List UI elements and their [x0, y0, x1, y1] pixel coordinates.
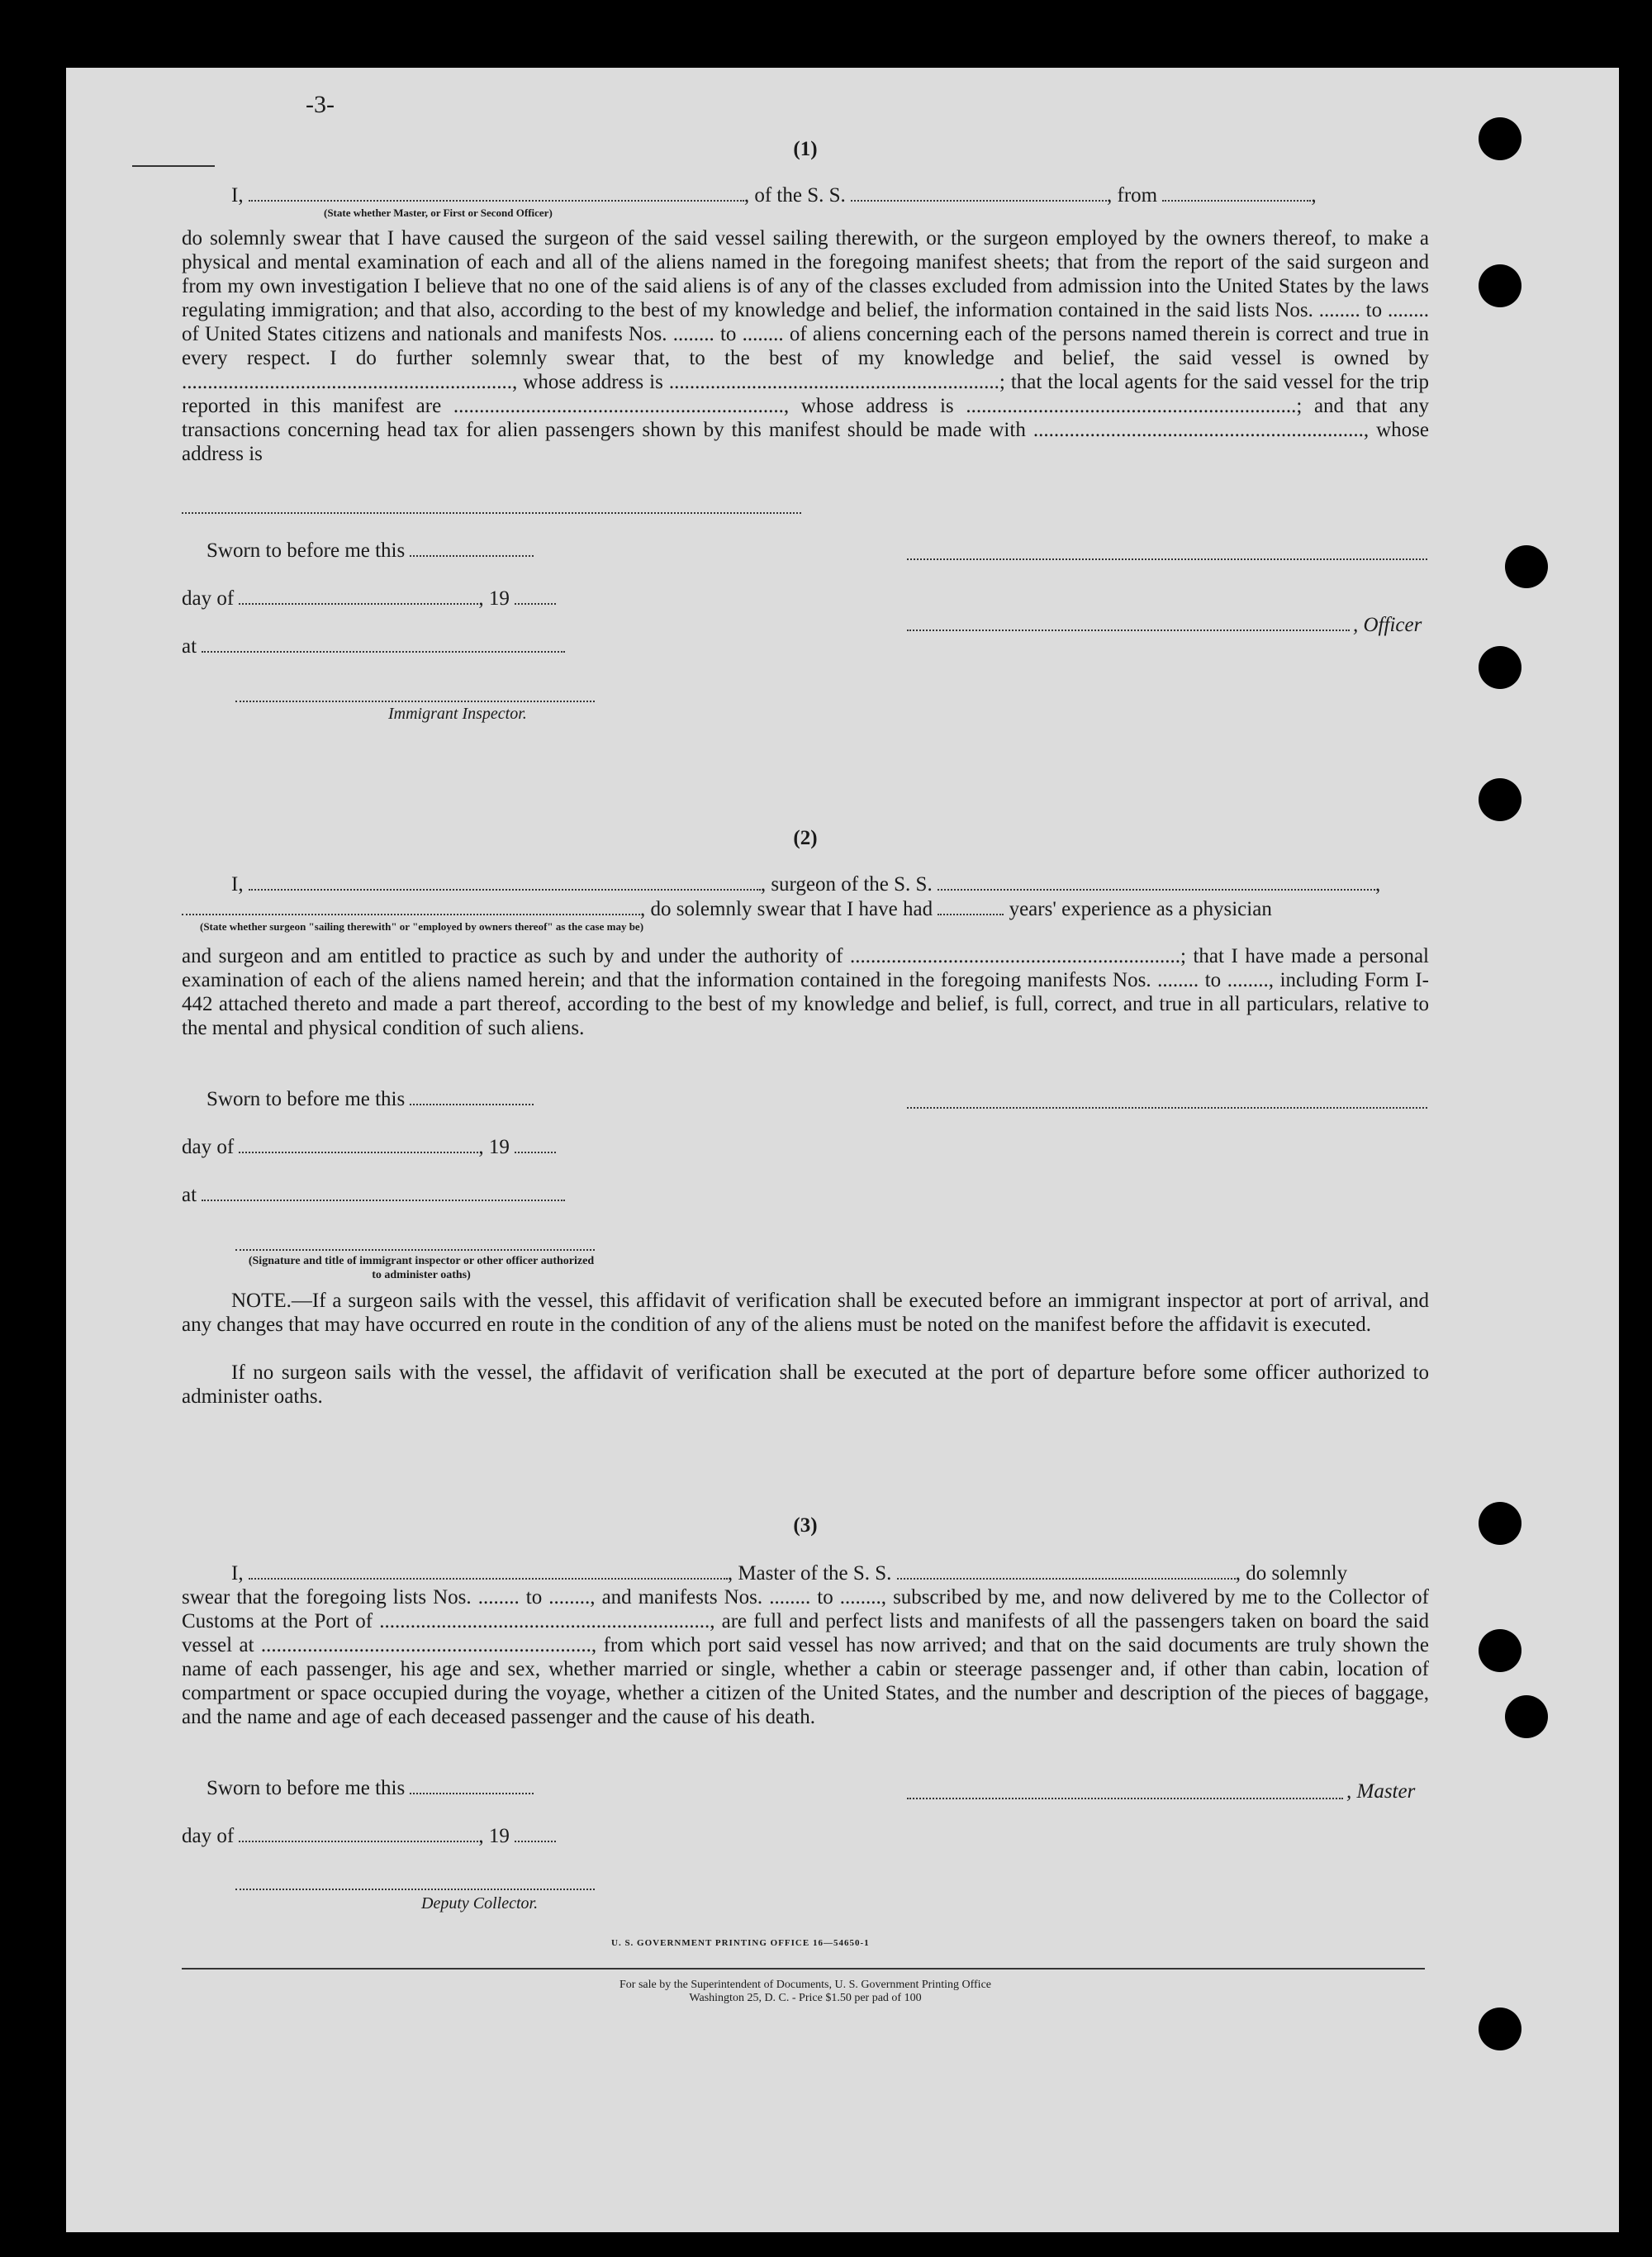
section-2-sworn [206, 1087, 534, 1111]
from-port-field[interactable] [1162, 200, 1311, 202]
note-paragraph-1: NOTE.—If a surgeon sails with the vessel, this affidavit of verification shall be executed before an immigrant inspector at port of arrival, and any changes that may have occurred en route in the condition of any of the aliens must be noted on the manifest before the affidavit is executed. [182, 1290, 1429, 1336]
punch-hole [1479, 264, 1521, 307]
do-solemnly-label: , do solemnly [1235, 1562, 1348, 1585]
year-field[interactable] [515, 1152, 556, 1153]
section-3-i: I, [231, 1562, 244, 1585]
section-1-day [182, 587, 556, 611]
header-rule [132, 165, 215, 167]
punch-hole [1479, 1502, 1521, 1545]
at-place-field[interactable] [202, 1200, 565, 1201]
printer-line: U. S. GOVERNMENT PRINTING OFFICE 16—54650-1 [611, 1938, 870, 1948]
section-3-line1 [231, 1561, 1429, 1585]
section-1-body: do solemnly swear that I have caused the surgeon of the said vessel sailing therewith, or the surgeon employed by the owners thereof, to make a physical and mental examination of each and all of the aliens named in the foregoing manifest sheets; that from the report of the said surgeon and from my own investigation I believe that no one of the said aliens is of any of the classes excluded from admission into the United States by the laws regulating immigration; and that also, according to the best of my knowledge and belief, the information contained in the said lists Nos. ........ to ........ of United States citizens and nationals and manifests Nos. ........ to ........ of aliens concerning each of the persons named therein is correct and true in every respect. I do further solemnly swear that, to the best of my knowledge and belief, the said vessel is owned by ................................................................, whose address is ................................................................; that the local agents for the said vessel for the trip reported in this manifest are ................................................................, whose address is ................................................................; and that any transactions concerning head tax for alien passengers shown by this manifest should be made with ................................................................, whose address is [182, 227, 1429, 465]
month-field[interactable] [239, 603, 478, 605]
section-3-day [182, 1824, 556, 1848]
section-2-surgeon-note: (State whether surgeon "sailing therewith" or "employed by owners thereof" as the case may be) [200, 920, 644, 933]
sworn-label: Sworn to before me this [206, 1088, 406, 1110]
section-1-line1: I, , of the S. S. , from , [231, 184, 1317, 207]
master-label: , Master [1346, 1780, 1416, 1803]
swear-label: , do solemnly swear that I have had [640, 898, 933, 920]
section-1-heading: (1) [793, 138, 818, 160]
punch-hole [1479, 117, 1521, 160]
master-of-ss-label: , Master of the S. S. [727, 1562, 892, 1585]
section-2-i: I, [231, 873, 244, 896]
surgeon-ship-field[interactable] [938, 889, 1375, 891]
note-paragraph-2: If no surgeon sails with the vessel, the affidavit of verification shall be executed at the port of departure before some officer authorized to administer oaths. [182, 1361, 1429, 1408]
month-field[interactable] [239, 1841, 478, 1842]
section-2-line2 [182, 897, 1429, 921]
surgeon-name-field[interactable] [249, 889, 761, 891]
section-2-body: and surgeon and am entitled to practice as such by and under the authority of ................................................................; that I have made a personal examination of each of the aliens named herein; and that the information contained in the foregoing manifests Nos. ........ to ........, including Form I-442 attached thereto and made a part thereof, according to the best of my knowledge and belief, is full, correct, and true in all particulars, relative to the mental and physical condition of such aliens. [182, 945, 1429, 1039]
collector-signature-line[interactable] [235, 1889, 595, 1890]
section-1-of-ss: , of the S. S. [743, 184, 846, 207]
section-3-body: swear that the foregoing lists Nos. ........ to ........, and manifests Nos. ........ to ........, subscribed by me, and now delivered by me to the Collector of Customs at the Port of ................................................................, are full and perfect lists and manifests of all the passengers taken on board the said vessel at ................................................................, from which port said vessel has now arrived; and that on the said documents are truly shown the name of each passenger, his age and sex, whether married or single, whether a cabin or steerage passenger and, if other than cabin, location of compartment or space occupied during the voyage, whether a citizen of the United States, and the number and description of the pieces of baggage, and the name and age of each deceased passenger and the cause of his death. [182, 1586, 1429, 1728]
section-1-officer-note: (State whether Master, or First or Second Officer) [324, 207, 553, 219]
section-1-sworn [206, 539, 534, 563]
immigrant-inspector-label: Immigrant Inspector. [388, 705, 527, 723]
master-name-field[interactable] [249, 1578, 728, 1580]
ship-name-field[interactable] [851, 200, 1107, 202]
section-1-i: I, [231, 184, 244, 207]
section-2-day [182, 1135, 556, 1159]
year-label: , 19 [478, 587, 510, 610]
master-ship-field[interactable] [897, 1578, 1236, 1580]
sworn-date-field[interactable] [410, 1104, 534, 1105]
master-signature-line[interactable] [907, 1798, 1343, 1799]
year-field[interactable] [515, 603, 556, 605]
section-1-at [182, 634, 565, 658]
punch-hole [1479, 646, 1521, 689]
officer-label: , Officer [1353, 614, 1422, 636]
at-label: at [182, 635, 197, 658]
punch-hole [1505, 545, 1548, 588]
years-label: years' experience as a physician [1009, 898, 1272, 920]
year-field[interactable] [515, 1841, 556, 1842]
section-1-from: , from [1107, 184, 1158, 207]
sworn-label: Sworn to before me this [206, 539, 406, 562]
surgeon-of-ss-label: , surgeon of the S. S. [760, 873, 933, 896]
section-2-at [182, 1183, 565, 1207]
section-2-line1: I, , surgeon of the S. S. , [231, 873, 1381, 896]
punch-hole [1505, 1695, 1548, 1738]
officer-signature-line-2[interactable] [907, 630, 1350, 631]
section-2-heading: (2) [793, 827, 818, 849]
surgeon-status-field[interactable] [182, 914, 640, 915]
punch-hole [1479, 2008, 1521, 2050]
section-3-heading: (3) [793, 1514, 818, 1537]
section-3-sworn [206, 1776, 534, 1800]
footer-line-2: Washington 25, D. C. - Price $1.50 per pad of 100 [689, 1992, 922, 2004]
sworn-date-field[interactable] [410, 1793, 534, 1794]
years-field[interactable] [938, 914, 1004, 915]
at-label: at [182, 1184, 197, 1206]
authorized-officer-note: (Signature and title of immigrant inspector or other officer authorized to administer oaths) [248, 1255, 595, 1281]
surgeon-signature-line[interactable] [907, 1107, 1427, 1109]
footer-line-1: For sale by the Superintendent of Documents, U. S. Government Printing Office [620, 1979, 991, 1991]
deputy-collector-label: Deputy Collector. [421, 1894, 539, 1913]
officer-signature-line-1[interactable] [907, 558, 1427, 560]
authorized-officer-signature-line[interactable] [235, 1249, 595, 1251]
day-of-label: day of [182, 1825, 235, 1847]
sworn-date-field[interactable] [410, 555, 534, 557]
page-number: -3- [306, 91, 335, 118]
footer-rule [182, 1968, 1425, 1970]
month-field[interactable] [239, 1152, 478, 1153]
year-label: , 19 [478, 1136, 510, 1158]
at-place-field[interactable] [202, 651, 565, 653]
address-continuation-line[interactable] [182, 512, 801, 514]
punch-hole [1479, 778, 1521, 821]
punch-hole [1479, 1629, 1521, 1672]
master-name-field[interactable] [249, 200, 744, 202]
day-of-label: day of [182, 587, 235, 610]
day-of-label: day of [182, 1136, 235, 1158]
sworn-label: Sworn to before me this [206, 1777, 406, 1799]
year-label: , 19 [478, 1825, 510, 1847]
